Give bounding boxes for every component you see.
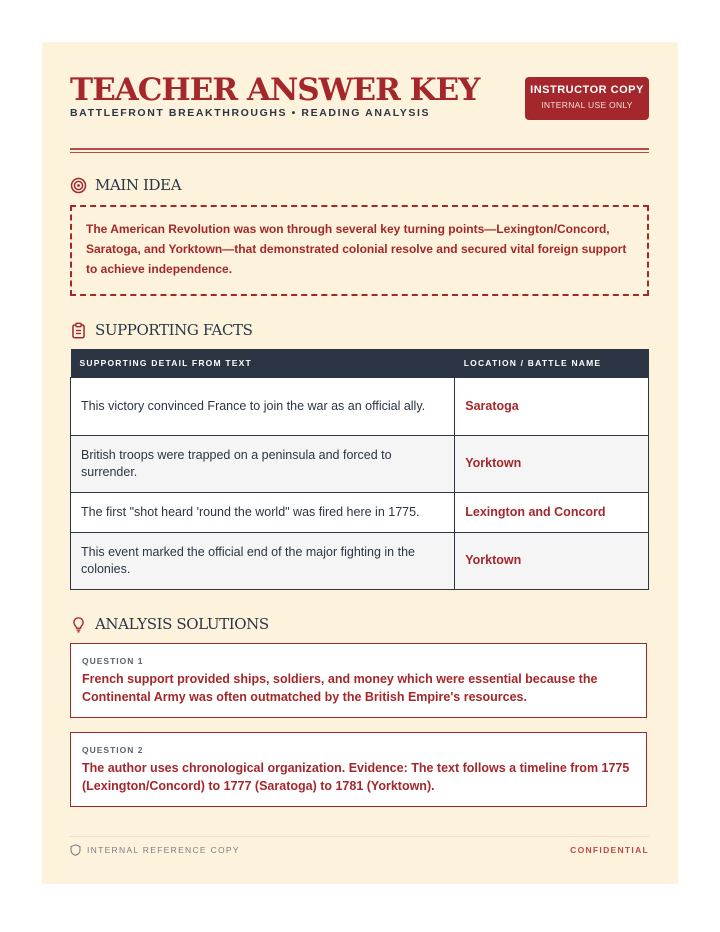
question-2-answer: The author uses chronological organization. Evidence: The text follows a timeline from 1775 (Lexington/Concord) to 1777 (Saratoga) to 1781 (Yorktown). — [82, 761, 630, 793]
detail-cell: The first "shot heard 'round the world" was fired here in 1775. — [71, 493, 455, 533]
analysis-solutions-heading — [70, 615, 269, 633]
supporting-facts-table — [70, 349, 649, 590]
badge-subtitle: INTERNAL USE ONLY — [541, 100, 633, 110]
footer-divider — [70, 836, 649, 837]
main-idea-heading — [70, 176, 181, 194]
question-2-card — [70, 732, 647, 807]
location-cell: Yorktown — [455, 436, 649, 493]
clipboard-icon — [70, 322, 87, 339]
target-icon — [70, 177, 87, 194]
main-idea-box — [70, 205, 649, 296]
main-idea-text: The American Revolution was won through several key turning points—Lexington/Concord, Saratoga, and Yorktown—that demonstrated colonial resolve and secured vital foreign support to achieve independence. — [86, 222, 627, 276]
footer-left-text: INTERNAL REFERENCE COPY — [87, 845, 240, 855]
analysis-solutions-heading-label: ANALYSIS SOLUTIONS — [95, 615, 269, 633]
page-subtitle: BATTLEFRONT BREAKTHROUGHS • READING ANALYSIS — [70, 107, 431, 119]
supporting-facts-heading-label: SUPPORTING FACTS — [95, 321, 253, 339]
question-1-label: QUESTION 1 — [82, 656, 144, 666]
shield-icon — [70, 844, 81, 856]
table-row — [71, 533, 649, 590]
question-1-card — [70, 643, 647, 718]
question-2-label: QUESTION 2 — [82, 745, 144, 755]
location-cell: Saratoga — [455, 378, 649, 436]
column-header-detail: SUPPORTING DETAIL FROM TEXT — [71, 349, 455, 378]
location-cell: Yorktown — [455, 533, 649, 590]
detail-cell: This event marked the official end of the major fighting in the colonies. — [71, 533, 455, 590]
header-divider-bottom — [70, 152, 649, 153]
supporting-facts-heading — [70, 321, 253, 339]
instructor-copy-badge — [525, 77, 649, 120]
location-cell: Lexington and Concord — [455, 493, 649, 533]
table-row — [71, 493, 649, 533]
detail-cell: This victory convinced France to join the war as an official ally. — [71, 378, 455, 436]
lightbulb-icon — [70, 616, 87, 633]
column-header-location: LOCATION / BATTLE NAME — [455, 349, 649, 378]
page-title: TEACHER ANSWER KEY — [70, 72, 480, 108]
footer-left — [70, 844, 240, 856]
answer-key-sheet — [42, 42, 678, 884]
table-row — [71, 378, 649, 436]
table-row — [71, 436, 649, 493]
footer-confidential: CONFIDENTIAL — [570, 845, 649, 855]
question-1-answer: French support provided ships, soldiers, and money which were essential because the Continental Army was often outmatched by the British Empire's resources. — [82, 672, 598, 704]
main-idea-heading-label: MAIN IDEA — [95, 176, 182, 194]
detail-cell: British troops were trapped on a peninsula and forced to surrender. — [71, 436, 455, 493]
header-divider-top — [70, 148, 649, 150]
badge-title: INSTRUCTOR COPY — [530, 84, 644, 96]
